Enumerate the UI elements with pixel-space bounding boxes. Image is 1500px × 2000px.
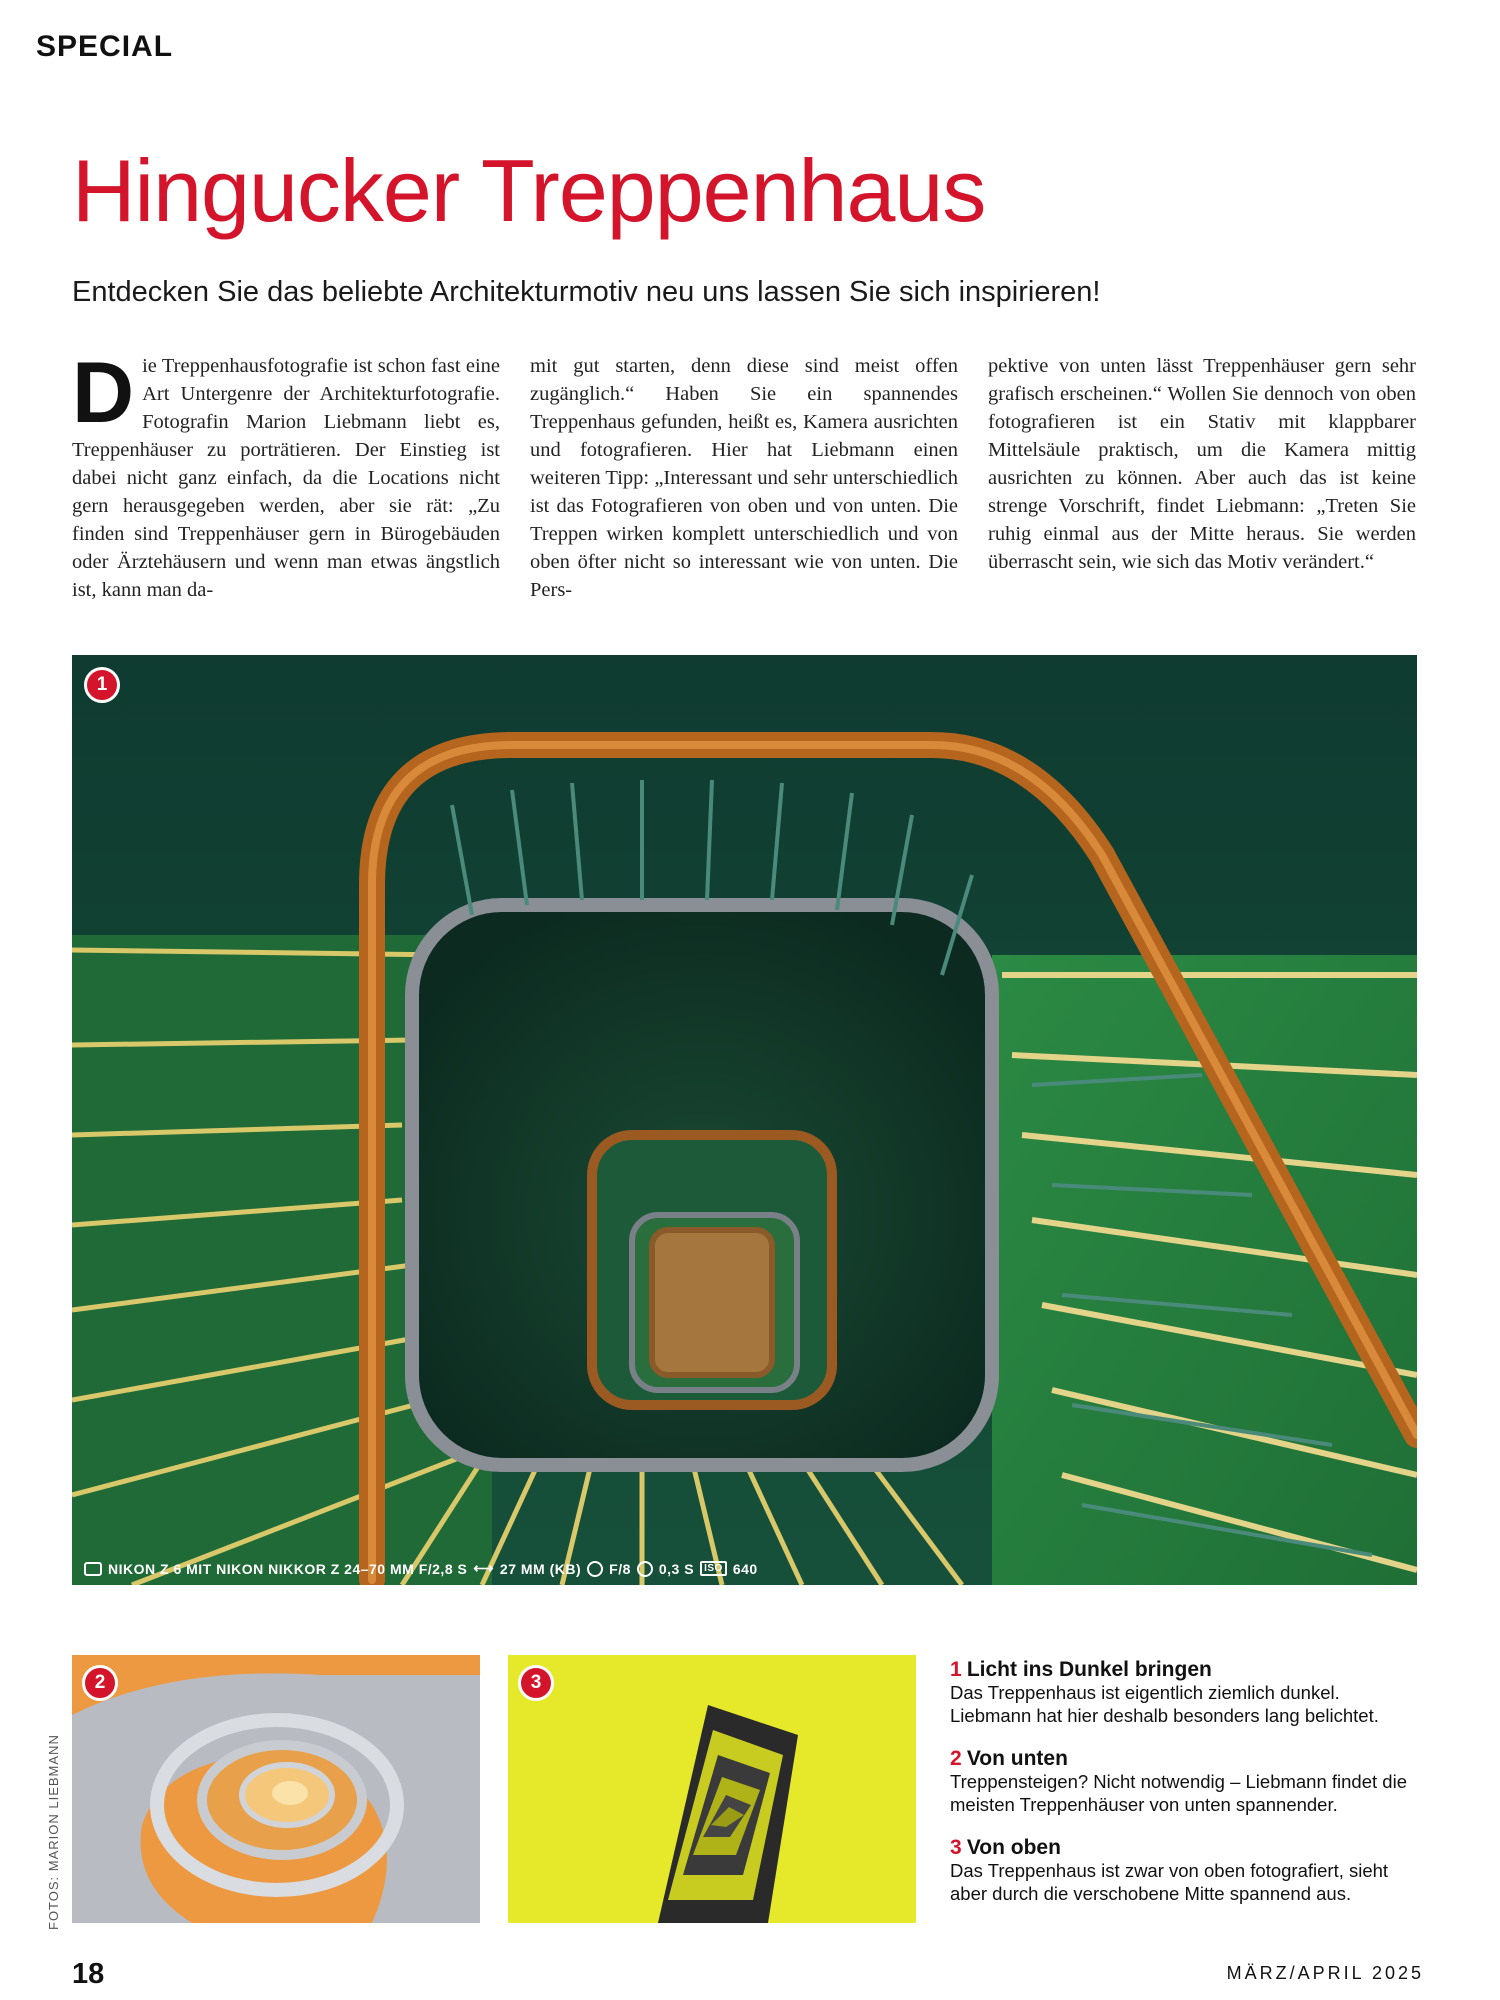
photo-credit: FOTOS: MARION LIEBMANN	[46, 1734, 61, 1930]
body-column-1	[72, 345, 500, 604]
exif-camera: NIKON Z 6 MIT NIKON NIKKOR Z 24–70 MM F/2,8 S	[108, 1560, 468, 1577]
focal-length-icon: ⟷	[473, 1560, 494, 1576]
camera-icon	[84, 1562, 102, 1576]
caption-text: Treppensteigen? Nicht notwendig – Liebmann findet die meisten Treppenhäuser von unten spannender.	[950, 1771, 1407, 1815]
photo-number-badge-3: 3	[518, 1665, 554, 1701]
page-number: 18	[72, 1958, 105, 1990]
iso-icon: ISO	[700, 1561, 727, 1576]
photo-from-below	[72, 1655, 480, 1923]
exif-iso: 640	[732, 1560, 758, 1577]
drop-cap: D	[72, 345, 135, 441]
exif-focal: 27 MM (KB)	[499, 1560, 582, 1577]
main-staircase-photo	[72, 655, 1417, 1585]
caption-number: 1	[950, 1658, 962, 1681]
caption-title: Licht ins Dunkel bringen	[966, 1658, 1212, 1681]
body-column-3: pektive von unten lässt Treppenhäuser gern sehr grafisch erscheinen.“ Wollen Sie dennoch von oben fotografieren ist ein Stativ mit klappbarer Mittelsäule praktisch, um die Kamera mittig ausrichten zu können. Aber auch das ist keine strenge Vorschrift, findet Liebmann: „Treten Sie ruhig einmal aus der Mitte heraus. Sie werden überrascht sein, wie sich das Motiv verändert.“	[988, 355, 1416, 573]
article-headline: Hingucker Treppenhaus	[72, 141, 986, 240]
caption-text: Das Treppenhaus ist zwar von oben fotografiert, sieht aber durch die verschobene Mitte spannend aus.	[950, 1860, 1389, 1904]
caption-1	[950, 1658, 1420, 1727]
spiral-stair-from-below-illustration	[72, 1655, 480, 1923]
body-column-1-text: ie Treppenhausfotografie ist schon fast eine Art Untergenre der Architekturfotografie. Fotografin Marion Liebmann liebt es, Treppenhäuser zu porträtieren. Der Einstieg ist dabei nicht ganz einfach, da die Locations nicht gern herausgegeben werden, aber sie rät: „Zu finden sind Treppenhäuser gern in Bürogebäuden oder Ärztehäusern und wenn man etwas ängstlich ist, kann man da-	[72, 355, 500, 601]
caption-3	[950, 1836, 1420, 1905]
photo-from-above	[508, 1655, 916, 1923]
photo-number-badge-1: 1	[84, 667, 120, 703]
exif-aperture: F/8	[609, 1560, 631, 1577]
body-column-2: mit gut starten, denn diese sind meist offen zugänglich.“ Haben Sie ein spannendes Treppenhaus gefunden, heißt es, Kamera ausrichten und fotografieren. Hier hat Liebmann einen weiteren Tipp: „Interessant und sehr unterschiedlich ist das Fotografieren von oben und von unten. Die Treppen wirken komplett unterschiedlich und von oben öfter nicht so interessant wie von unten. Die Pers-	[530, 355, 958, 601]
exif-data-bar	[84, 1560, 758, 1577]
aperture-icon	[587, 1561, 603, 1577]
photo-number-badge-2: 2	[82, 1665, 118, 1701]
shutter-icon	[637, 1561, 653, 1577]
exif-shutter: 0,3 S	[658, 1560, 695, 1577]
caption-number: 3	[950, 1836, 962, 1859]
issue-date: MÄRZ/APRIL 2025	[1226, 1963, 1424, 1983]
caption-2	[950, 1747, 1420, 1816]
photo-captions	[950, 1658, 1420, 1925]
caption-number: 2	[950, 1747, 962, 1770]
article-subheadline: Entdecken Sie das beliebte Architekturmotiv neu uns lassen Sie sich inspirieren!	[72, 276, 1101, 308]
caption-text: Das Treppenhaus ist eigentlich ziemlich dunkel. Liebmann hat hier deshalb besonders lang belichtet.	[950, 1682, 1379, 1726]
square-stairwell-from-above-illustration	[508, 1655, 916, 1923]
caption-title: Von unten	[966, 1747, 1068, 1770]
caption-title: Von oben	[966, 1836, 1061, 1859]
section-label: SPECIAL	[36, 30, 174, 63]
staircase-top-view-illustration	[72, 655, 1417, 1585]
